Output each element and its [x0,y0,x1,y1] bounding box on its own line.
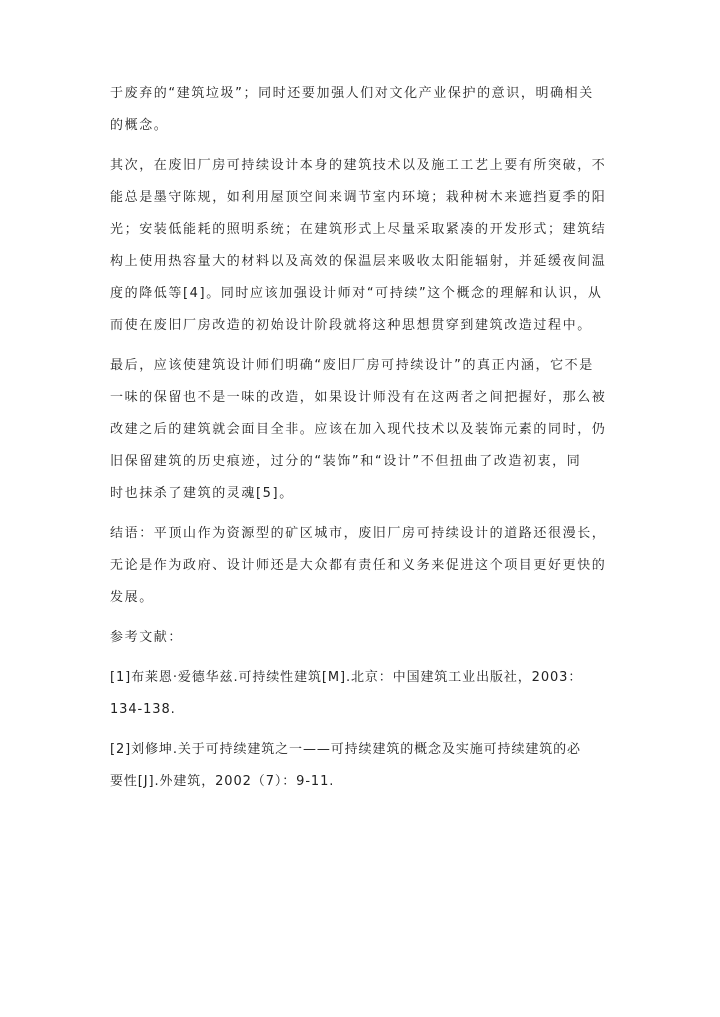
text-line: 其次，在废旧厂房可持续设计本身的建筑技术以及施工工艺上要有所突破，不 [110,158,607,173]
text-line: 度的降低等[4]。同时应该加强设计师对“可持续”这个概念的理解和认识，从 [110,286,603,301]
text-line: 一味的保留也不是一味的改造，如果设计师没有在这两者之间把握好，那么被 [110,390,607,405]
text-line: 于废弃的“建筑垃圾”；同时还要加强人们对文化产业保护的意识，明确相关 [110,86,594,101]
text-line: 无论是作为政府、设计师还是大众都有责任和义务来促进这个项目更好更快的 [110,558,607,573]
paragraph-secondly [110,150,610,342]
text-line: 光；安装低能耗的照明系统；在建筑形式上尽量采取紧凑的开发形式；建筑结 [110,222,607,237]
references-heading [110,622,610,654]
text-line: 要性[J].外建筑，2002（7）：9-11. [110,774,335,789]
document-page [110,78,610,806]
paragraph-finally [110,350,610,510]
text-line: 的概念。 [110,118,169,133]
text-line: 结语：平顶山作为资源型的矿区城市，废旧厂房可持续设计的道路还很漫长， [110,526,607,541]
text-line: 改建之后的建筑就会面目全非。应该在加入现代技术以及装饰元素的同时，仍 [110,422,607,437]
reference-item-1 [110,662,610,726]
text-line: 参考文献： [110,630,184,645]
text-line: 而使在废旧厂房改造的初始设计阶段就将这种思想贯穿到建筑改造过程中。 [110,318,592,333]
text-line: 134-138. [110,702,176,717]
text-line: 构上使用热容量大的材料以及高效的保温层来吸收太阳能辐射，并延缓夜间温 [110,254,607,269]
text-line: [1]布莱恩·爱德华兹.可持续性建筑[M].北京：中国建筑工业出版社，2003： [110,670,583,685]
paragraph-conclusion [110,518,610,614]
text-line: 时也抹杀了建筑的灵魂[5]。 [110,486,294,501]
text-line: 旧保留建筑的历史痕迹，过分的“装饰”和“设计”不但扭曲了改造初衷，同 [110,454,582,469]
text-line: 最后，应该使建筑设计师们明确“废旧厂房可持续设计”的真正内涵，它不是 [110,358,594,373]
text-line: [2]刘修坤.关于可持续建筑之一——可持续建筑的概念及实施可持续建筑的必 [110,742,581,757]
reference-item-2 [110,734,610,798]
text-line: 能总是墨守陈规，如利用屋顶空间来调节室内环境；栽种树木来遮挡夏季的阳 [110,190,607,205]
text-line: 发展。 [110,590,154,605]
paragraph-continuation [110,78,610,142]
